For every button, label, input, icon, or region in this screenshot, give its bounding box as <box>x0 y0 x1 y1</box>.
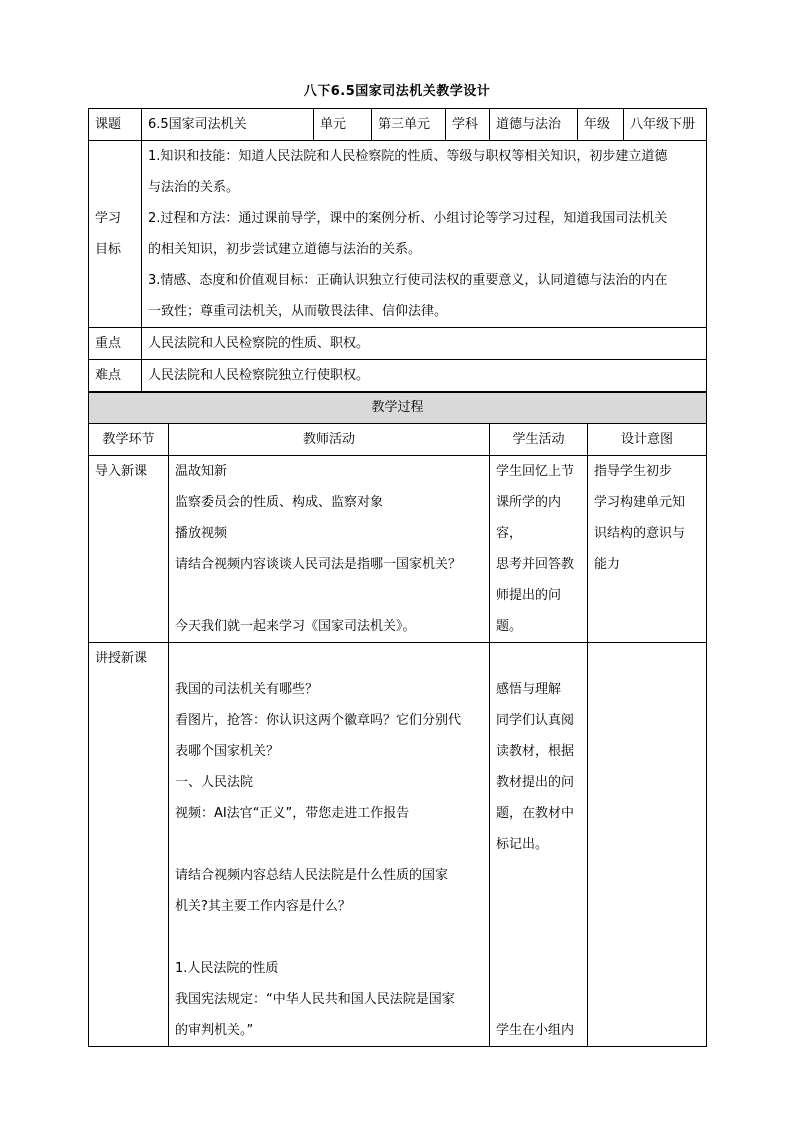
stage-cell: 讲授新课 <box>89 643 169 1047</box>
objective-line: 2.过程和方法：通过课前导学，课中的案例分析、小组讨论等学习过程，知道我国司法机关 <box>148 211 668 226</box>
key-point-label: 重点 <box>89 328 142 360</box>
student-activity-cell: 学生回忆上节 课所学的内容， 思考并回答教 师提出的问题。 <box>490 456 588 643</box>
difficulty-row <box>89 360 707 392</box>
process-header-row <box>89 424 707 456</box>
process-banner-row <box>89 393 707 424</box>
objectives-row <box>89 141 707 328</box>
objective-line: 1.知识和技能：知道人民法院和人民检察院的性质、等级与职权等相关知识，初步建立道德 <box>148 149 668 164</box>
process-row-intro <box>89 456 707 643</box>
student-activity-cell: 感悟与理解 同学们认真阅 读教材，根据 教材提出的问 题，在教材中 标记出。 学生在小组内 <box>490 643 588 1047</box>
document-title: 八下6.5国家司法机关教学设计 <box>303 84 491 99</box>
subject-value: 道德与法治 <box>490 109 578 141</box>
subject-label: 学科 <box>446 109 490 141</box>
unit-value: 第三单元 <box>372 109 446 141</box>
stage-cell: 导入新课 <box>89 456 169 643</box>
info-row <box>89 109 707 141</box>
design-intent-cell: 指导学生初步 学习构建单元知 识结构的意识与 能力 <box>588 456 707 643</box>
key-point-row <box>89 328 707 360</box>
process-banner: 教学过程 <box>89 393 707 424</box>
teacher-activity-cell: 温故知新 监察委员会的性质、构成、监察对象 播放视频 请结合视频内容谈谈人民司法是指哪一国家机关？ 今天我们就一起来学习《国家司法机关》。 <box>169 456 490 643</box>
header-teacher: 教师活动 <box>169 424 490 456</box>
key-point-value: 人民法院和人民检察院的性质、职权。 <box>142 328 707 360</box>
header-stage: 教学环节 <box>89 424 169 456</box>
difficulty-label: 难点 <box>89 360 142 392</box>
difficulty-value: 人民法院和人民检察院独立行使职权。 <box>142 360 707 392</box>
objective-line: 与法治的关系。 <box>148 180 240 195</box>
objective-line: 3.情感、态度和价值观目标：正确认识独立行使司法权的重要意义，认同道德与法治的内在 <box>148 273 668 288</box>
header-student: 学生活动 <box>490 424 588 456</box>
course-value: 6.5国家司法机关 <box>142 109 314 141</box>
design-intent-cell <box>588 643 707 1047</box>
unit-label: 单元 <box>314 109 372 141</box>
header-design: 设计意图 <box>588 424 707 456</box>
objective-line: 一致性；尊重司法机关，从而敬畏法律、信仰法律。 <box>148 304 448 319</box>
course-label: 课题 <box>89 109 142 141</box>
grade-label: 年级 <box>578 109 624 141</box>
process-table <box>88 392 707 1047</box>
teacher-activity-cell: 我国的司法机关有哪些？ 看图片，抢答：你认识这两个徽章吗？它们分别代 表哪个国家机关？ 一、人民法院 视频：AI法官“正义”，带您走进工作报告 请结合视频内容总结人民法院是什么性质的国家 机关?其主要工作内容是什么？ 1.人民法院的性质 我国宪法规定：“中华人民共和国人民法院是国家 的审判机关。” <box>169 643 490 1047</box>
objective-line: 的相关知识，初步尝试建立道德与法治的关系。 <box>148 242 422 257</box>
grade-value: 八年级下册 <box>624 109 707 141</box>
objectives-label: 学习 目标 <box>89 141 142 328</box>
objectives-content <box>142 141 707 328</box>
process-row-new-lesson <box>89 643 707 1047</box>
info-table <box>88 108 707 392</box>
